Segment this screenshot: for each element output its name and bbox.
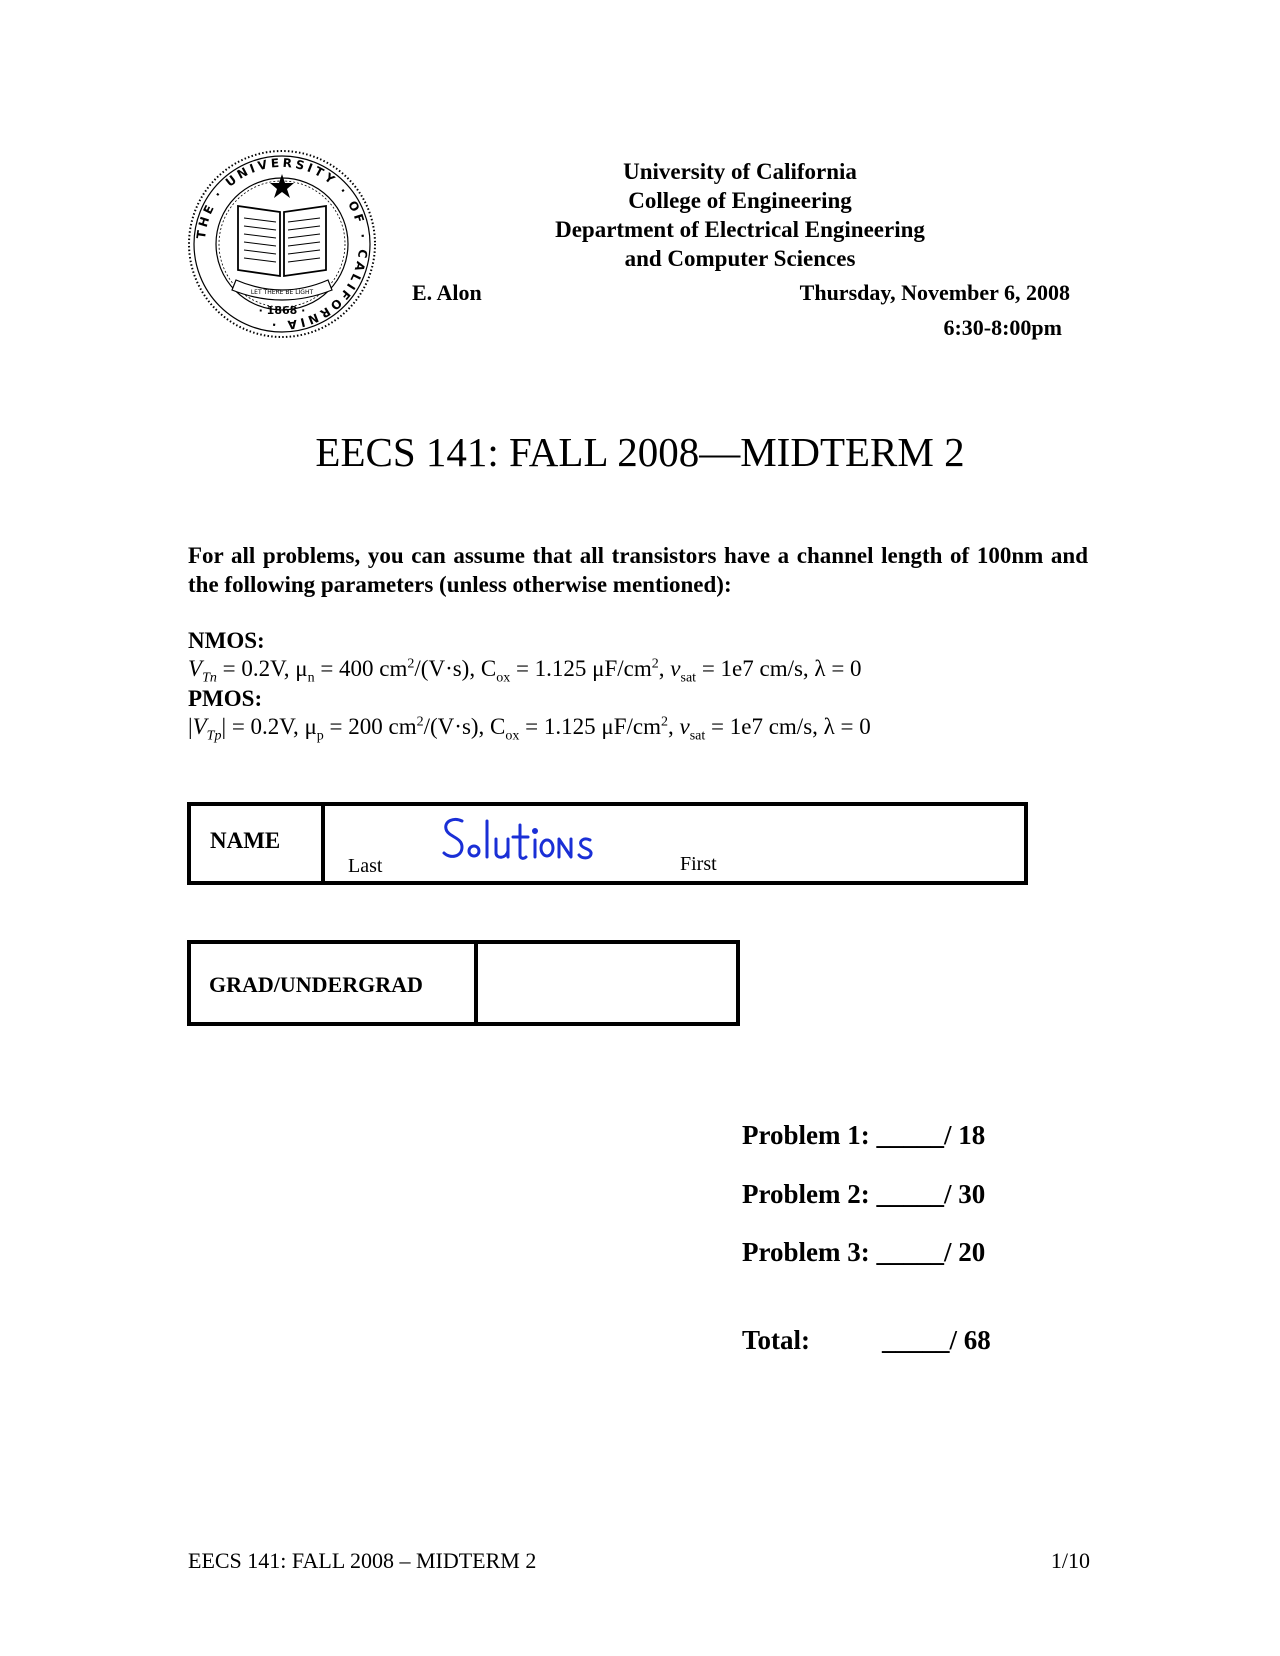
exam-time: 6:30-8:00pm	[943, 315, 1062, 340]
pmos-parameters: $|V_{Tp}| = 0.2V$, $\mu_p = 200$ $cm^2/(V\cdot s)$, $C_{ox} = 1.125$ $\mu F/cm^2$, $v_{sat} = 1e7$ cm/s, λ = 0	[188, 714, 871, 744]
grad-box-divider	[474, 940, 478, 1026]
pmos-heading: PMOS:	[188, 686, 263, 711]
svg-text:· 1868 ·: · 1868 ·	[258, 304, 306, 317]
score-total-value: _____/ 68	[882, 1325, 991, 1355]
institution-line-department: Department of Electrical Engineering	[555, 217, 925, 242]
footer-course-title: EECS 141: FALL 2008 – MIDTERM 2	[188, 1548, 537, 1573]
exam-date: Thursday, November 6, 2008	[799, 280, 1070, 305]
name-box-divider	[321, 802, 325, 885]
handwritten-solutions-signature	[440, 813, 620, 873]
university-seal-logo	[186, 148, 378, 340]
instructions-paragraph: For all problems, you can assume that all transistors have a channel length of 100nm and the following parameters (unless otherwise mentioned):	[188, 543, 1088, 597]
score-total: Total:	[742, 1325, 811, 1355]
svg-text:LET THERE BE LIGHT: LET THERE BE LIGHT	[250, 289, 314, 296]
institution-line-university: University of California	[623, 159, 857, 184]
instructor-name: E. Alon	[412, 280, 482, 305]
last-name-label: Last	[348, 855, 383, 877]
score-problem-1: Problem 1: _____/ 18	[742, 1120, 986, 1150]
nmos-heading: NMOS:	[188, 628, 265, 653]
page-number: 1/10	[1050, 1548, 1090, 1573]
grad-undergrad-label: GRAD/UNDERGRAD	[209, 972, 423, 997]
name-label: NAME	[210, 828, 281, 853]
svg-text:THE · UNIVERSITY · OF · CALIFO: THE · UNIVERSITY · OF · CALIFORNIA ·	[194, 155, 371, 333]
institution-line-college: College of Engineering	[628, 188, 852, 213]
grad-undergrad-field[interactable]	[480, 946, 734, 1020]
first-name-label: First	[680, 853, 717, 875]
score-problem-2: Problem 2: _____/ 30	[742, 1179, 986, 1209]
institution-line-department-cont: and Computer Sciences	[624, 246, 856, 271]
score-problem-3: Problem 3: _____/ 20	[742, 1237, 986, 1267]
exam-title: EECS 141: FALL 2008—MIDTERM 2	[315, 429, 965, 475]
nmos-parameters: $V_{Tn} = 0.2V$, $\mu_n = 400$ $cm^2/(V\cdot s)$, $C_{ox} = 1.125$ $\mu F/cm^2$, $v_{sat} = 1e7$ cm/s, λ = 0	[188, 656, 862, 686]
